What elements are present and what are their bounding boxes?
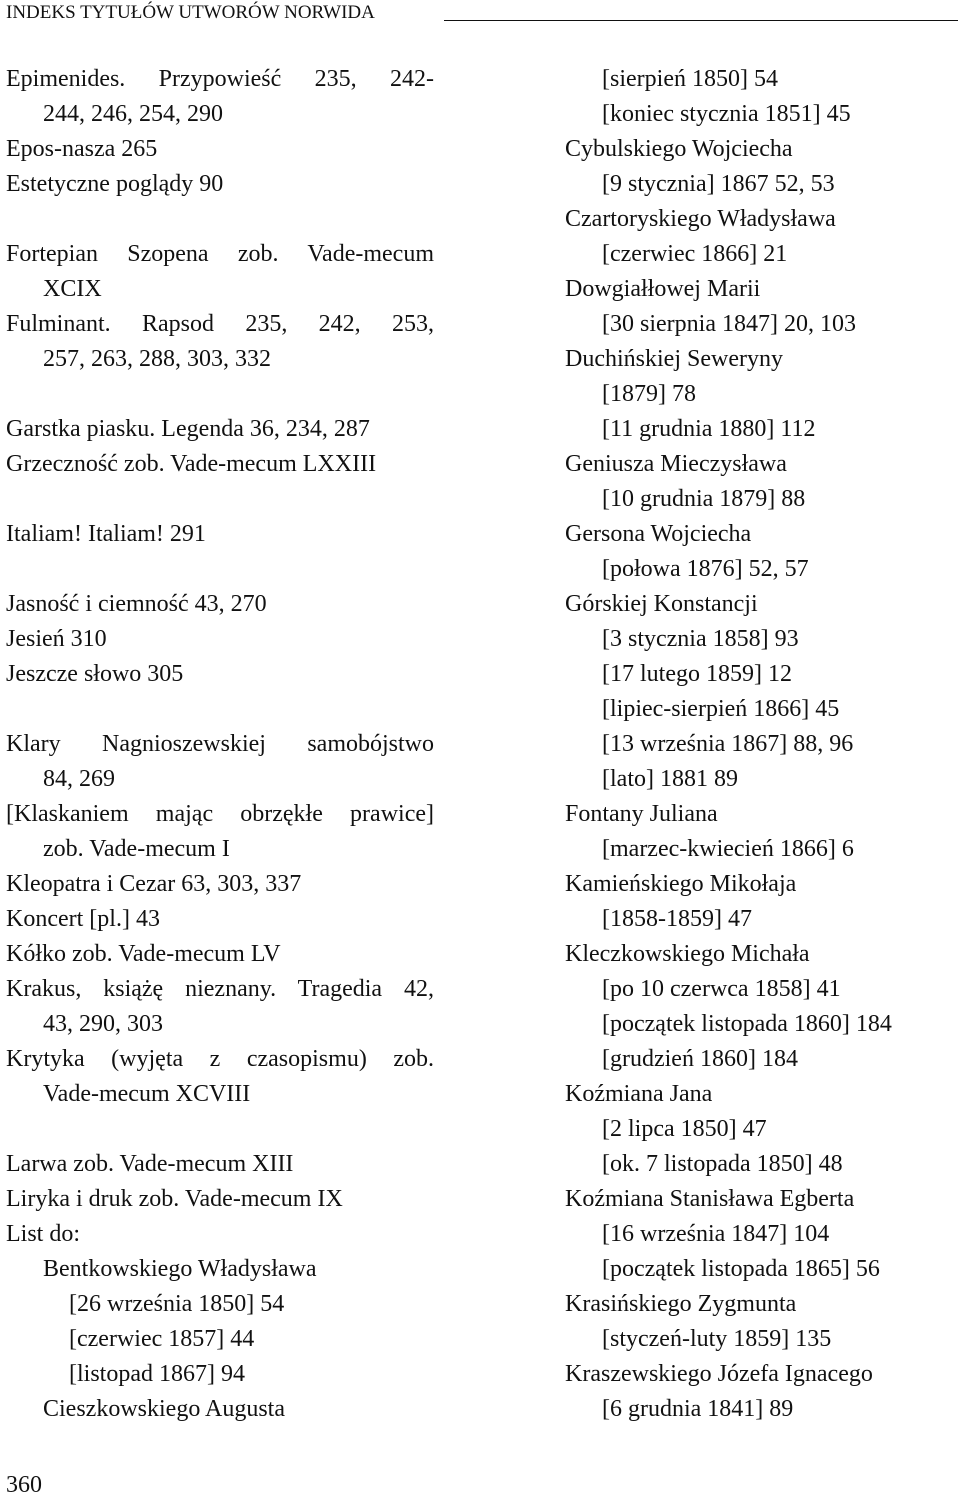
index-subentry: [lato] 1881 89 [602,766,738,792]
index-subentry: Cieszkowskiego Augusta [43,1396,285,1422]
index-subentry: [1858-1859] 47 [602,906,752,932]
index-entry: Kółko zob. Vade-mecum LV [6,941,281,967]
index-subentry: [listopad 1867] 94 [69,1361,245,1387]
index-entry: Koźmiana Stanisława Egberta [565,1186,855,1212]
index-entry: Krakus, książę nieznany. Tragedia 42, [6,976,434,1002]
index-entry: Garstka piasku. Legenda 36, 234, 287 [6,416,370,442]
index-entry: Larwa zob. Vade-mecum XIII [6,1151,294,1177]
index-subentry: [połowa 1876] 52, 57 [602,556,809,582]
index-entry: Koncert [pl.] 43 [6,906,160,932]
index-subentry: [9 stycznia] 1867 52, 53 [602,171,835,197]
page-number: 360 [6,1472,42,1498]
index-entry: Koźmiana Jana [565,1081,713,1107]
index-entry: Czartoryskiego Władysława [565,206,836,232]
index-subentry: zob. Vade-mecum I [43,836,230,862]
spacer [6,1112,436,1147]
index-subentry: [10 grudnia 1879] 88 [602,486,806,512]
index-entry: Gersona Wojciecha [565,521,752,547]
index-entry: Estetyczne poglądy 90 [6,171,224,197]
spacer [6,482,436,517]
index-entry: Grzeczność zob. Vade-mecum LXXIII [6,451,377,477]
index-subentry: [26 września 1850] 54 [69,1291,285,1317]
index-subentry: [6 grudnia 1841] 89 [602,1396,794,1422]
index-subentry: [początek listopada 1865] 56 [602,1256,880,1282]
spacer [6,692,436,727]
index-subentry: [17 lutego 1859] 12 [602,661,792,687]
index-entry: Fontany Juliana [565,801,718,827]
index-subentry: [lipiec-sierpień 1866] 45 [602,696,840,722]
index-subentry: 43, 290, 303 [43,1011,163,1037]
index-entry: Jesień 310 [6,626,107,652]
index-entry: Fortepian Szopena zob. Vade-mecum [6,241,434,267]
index-subentry: [13 września 1867] 88, 96 [602,731,854,757]
index-subentry: [po 10 czerwca 1858] 41 [602,976,841,1002]
spacer [6,377,436,412]
index-entry: Krasińskiego Zygmunta [565,1291,797,1317]
spacer [6,202,436,237]
index-entry: Kraszewskiego Józefa Ignacego [565,1361,873,1387]
index-entry: Kleopatra i Cezar 63, 303, 337 [6,871,302,897]
index-subentry: [ok. 7 listopada 1850] 48 [602,1151,843,1177]
index-subentry: Vade-mecum XCVIII [43,1081,251,1107]
index-subentry: 84, 269 [43,766,115,792]
index-entry: Fulminant. Rapsod 235, 242, 253, [6,311,434,337]
index-subentry: 244, 246, 254, 290 [43,101,223,127]
index-subentry: XCIX [43,276,102,302]
index-entry: Duchińskiej Seweryny [565,346,783,372]
index-subentry: [marzec-kwiecień 1866] 6 [602,836,854,862]
index-entry: Dowgiałłowej Marii [565,276,761,302]
index-entry: Epimenides. Przypowieść 235, 242- [6,66,434,92]
index-entry: Geniusza Mieczysława [565,451,787,477]
index-entry: List do: [6,1221,81,1247]
index-entry: [Klaskaniem mając obrzękłe prawice] [6,801,434,827]
index-subentry: [początek listopada 1860] 184 [602,1011,892,1037]
index-subentry: [1879] 78 [602,381,696,407]
index-entry: Kleczkowskiego Michała [565,941,810,967]
index-subentry: [czerwiec 1866] 21 [602,241,788,267]
index-subentry: [grudzień 1860] 184 [602,1046,798,1072]
index-entry: Krytyka (wyjęta z czasopismu) zob. [6,1046,434,1072]
index-subentry: [czerwiec 1857] 44 [69,1326,255,1352]
index-entry: Górskiej Konstancji [565,591,758,617]
index-column-right [565,62,955,1427]
index-entry: Liryka i druk zob. Vade-mecum IX [6,1186,343,1212]
index-subentry: [2 lipca 1850] 47 [602,1116,767,1142]
index-subentry: [16 września 1847] 104 [602,1221,830,1247]
index-subentry: [koniec stycznia 1851] 45 [602,101,851,127]
index-entry: Cybulskiego Wojciecha [565,136,793,162]
index-entry: Jeszcze słowo 305 [6,661,184,687]
index-subentry: 257, 263, 288, 303, 332 [43,346,271,372]
index-entry: Klary Nagnioszewskiej samobójstwo [6,731,434,757]
index-subentry: Bentkowskiego Władysława [43,1256,317,1282]
spacer [6,552,436,587]
index-subentry: [3 stycznia 1858] 93 [602,626,799,652]
index-entry: Italiam! Italiam! 291 [6,521,206,547]
header-rule [444,20,958,21]
index-subentry: [11 grudnia 1880] 112 [602,416,816,442]
index-entry: Kamieńskiego Mikołaja [565,871,797,897]
index-entry: Jasność i ciemność 43, 270 [6,591,267,617]
index-entry: Epos-nasza 265 [6,136,158,162]
running-header [6,0,958,24]
index-subentry: [sierpień 1850] 54 [602,66,778,92]
index-column-left [6,62,436,1427]
index-subentry: [30 sierpnia 1847] 20, 103 [602,311,856,337]
running-header-title: INDEKS TYTUŁÓW UTWORÓW NORWIDA [6,2,375,23]
index-subentry: [styczeń-luty 1859] 135 [602,1326,832,1352]
